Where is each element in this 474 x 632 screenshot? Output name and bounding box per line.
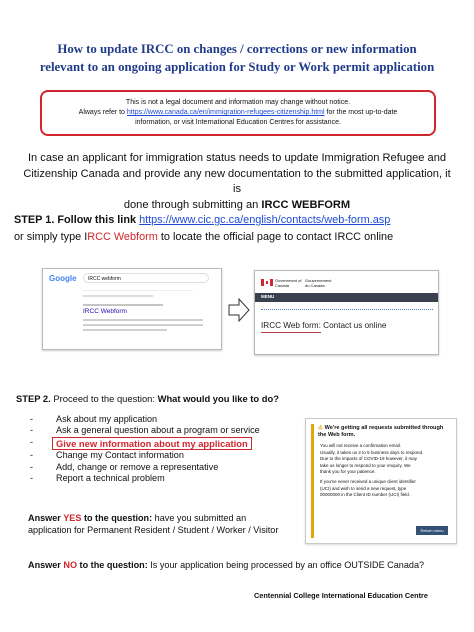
title-line-1: How to update IRCC on changes / corrections or new information (57, 42, 417, 56)
google-result-snippet (83, 319, 203, 331)
gov-canada-fr: Gouvernement du Canada (305, 278, 332, 288)
disclaimer-post: for the most up-to-date (324, 109, 398, 116)
answer-no-text: Is your application being processed by an office OUTSIDE Canada? (150, 560, 425, 570)
list-item: - Change my Contact information (30, 450, 184, 461)
intro-paragraph (22, 151, 452, 213)
answer-no (28, 560, 468, 570)
answer-yes (28, 513, 288, 537)
step-1 (14, 212, 464, 245)
rcc-webform-red: RCC Webform (87, 230, 158, 243)
step-2-question: What would you like to do? (157, 393, 279, 404)
step-2-label: STEP 2. (16, 393, 51, 404)
ircc-page-heading: IRCC Web form: Contact us online (261, 321, 387, 330)
step-1-pre: or simply type I (14, 230, 88, 243)
step-1-label: STEP 1. Follow this link (14, 214, 140, 226)
disclaimer-line-1: This is not a legal document and information may change without notice. (125, 99, 351, 106)
answer-no-key: NO (63, 560, 78, 570)
step-1-line-2 (14, 229, 464, 246)
intro-line-1: In case an applicant for immigration status needs to update Immigration Refugee and (27, 152, 447, 164)
answer-yes-post: to the question: (81, 513, 155, 523)
answer-no-pre: Answer (28, 560, 64, 570)
intro-line-3-pre: done through submitting an (123, 198, 262, 211)
google-tabs (83, 287, 193, 291)
web-form-link[interactable]: https://www.cic.gc.ca/english/contacts/web-form.asp (139, 214, 391, 226)
google-search-box: IRCC webform (83, 273, 209, 283)
disclaimer-line-3: information, or visit International Education Centres for assistance. (135, 119, 341, 126)
options-list (30, 414, 300, 484)
step-2 (16, 393, 279, 404)
ircc-heading-underline (261, 332, 321, 333)
intro-line-2: Citizenship Canada and provide any new documentation to the submitted application, it is (23, 167, 451, 196)
step-1-line-1 (14, 212, 464, 229)
ircc-menu-bar (255, 293, 438, 302)
ircc-webform-screenshot (254, 270, 439, 355)
disclaimer-pre: Always refer to (78, 109, 127, 116)
list-item: - Report a technical problem (30, 473, 165, 484)
step-2-text: Proceed to the question: (50, 393, 158, 404)
list-item: - Ask a general question about a program or service (30, 425, 260, 436)
title-line-2: relevant to an ongoing application for Study or Work permit application (39, 60, 435, 74)
footer-credit: Centennial College International Education Centre (254, 591, 428, 600)
google-result-url (83, 304, 163, 306)
notice-body: You will not receive a confirmation email. Usually, it takes us 2 to 5 business days to respond. Due to the impacts of COVID-19 however, it may take us longer to respond to your enquiry. We thank you for your patience. If you've never received a unique client identifier (UCI) and wish to send a new request, type 00000000 in the Client ID number (UCI) field. (320, 443, 424, 498)
answer-yes-text: have you submitted an application for Permanent Resident / Student / Worker / Visitor (28, 513, 279, 535)
answer-yes-pre: Answer (28, 513, 64, 523)
list-item: - Add, change or remove a representative (30, 461, 219, 472)
list-item: - Ask about my application (30, 414, 158, 424)
ircc-breadcrumb (261, 307, 433, 310)
menu-button[interactable]: MENU (261, 294, 275, 299)
google-search-screenshot (42, 268, 222, 350)
warning-icon: ⚠ (318, 425, 325, 431)
webform-notice-screenshot (305, 418, 457, 544)
answer-no-post: to the question: (77, 560, 151, 570)
answer-yes-key: YES (63, 513, 82, 523)
list-item-highlighted: - Give new information about my application (30, 437, 300, 450)
disclaimer-box (40, 90, 436, 136)
canada-flag-icon (261, 279, 273, 286)
gov-canada-en: Government of Canada (275, 278, 302, 288)
google-logo: Google (49, 274, 77, 283)
google-result-stats (83, 295, 153, 297)
disclaimer-line-2 (42, 108, 434, 118)
google-result-title[interactable]: IRCC Webform (83, 308, 127, 315)
notice-heading: ⚠ We're getting all requests submitted through the Web form. (318, 425, 444, 438)
return-menu-button[interactable]: Return menu (416, 526, 448, 535)
right-arrow-icon (228, 298, 250, 322)
step-1-post: to locate the official page to contact IRCC online (157, 230, 394, 243)
document-title (20, 40, 454, 76)
intro-webform-bold: IRCC WEBFORM (261, 198, 351, 211)
canada-ca-link[interactable]: https://www.canada.ca/en/immigration-refugees-citizenship.html (126, 109, 325, 116)
